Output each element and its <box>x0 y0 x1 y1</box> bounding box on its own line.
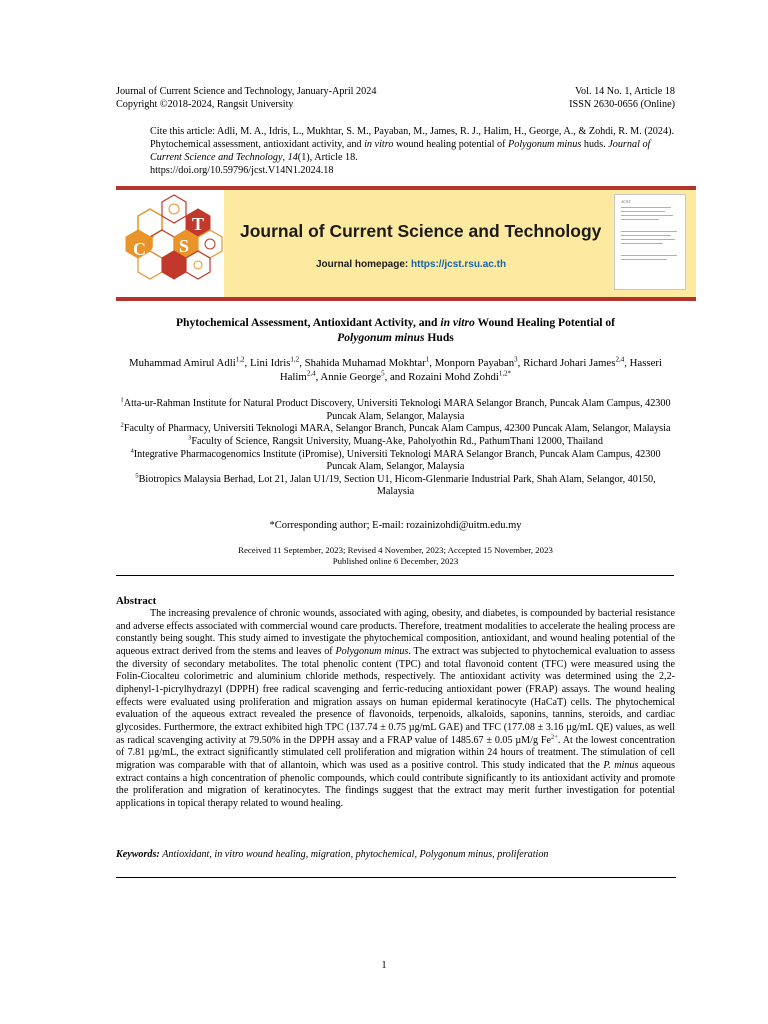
affiliation: $^3$Faculty of Science, Rangsit University, Muang-Ake, Paholyothin Rd., PathumThani 12000, Thailand <box>188 434 603 447</box>
author: Lini Idris$^{1,2}$, <box>249 355 305 369</box>
title-text: Phytochemical Assessment, Antioxidant Activity, and <box>175 316 441 329</box>
journal-logo <box>116 190 224 297</box>
affiliation: $^5$Biotropics Malaysia Berhad, Lot 21, Jalan U1/19, Section U1, Hicom-Glenmarie Industrial Park, Shah Alam, Selangor, 40150, Malaysia <box>135 472 656 498</box>
logo-letter-c: C <box>133 239 146 259</box>
affiliation: $^1$Atta-ur-Rahman Institute for Natural Product Discovery, Universiti Teknologi MARA Selangor Branch, Puncak Alam Campus, 42300 Puncak Alam, Selangor, Malaysia <box>120 396 671 422</box>
citation-text: wound healing potential of <box>393 138 509 150</box>
issn-line: ISSN 2630-0656 (Online) <box>569 98 675 110</box>
title-authority: Huds <box>424 331 454 345</box>
divider <box>116 877 676 878</box>
citation-italic: Polygonum minus <box>508 138 582 150</box>
citation-text: (1), Article 18. <box>297 151 358 163</box>
author: Shahida Muhamad Mokhtar$^1$, <box>304 355 435 369</box>
corresponding-author: *Corresponding author; E-mail: rozainizohdi@uitm.edu.my <box>269 520 522 531</box>
affiliation-list <box>116 398 675 499</box>
title-italic: in vitro <box>440 316 475 329</box>
affiliation: $^4$Integrative Pharmacogenomics Institute (iPromise), Universiti Teknologi MARA Selangor Branch, Puncak Alam Campus, 42300 Puncak Alam, Selangor, Malaysia <box>130 447 661 473</box>
running-header <box>116 86 675 112</box>
volume-line: Vol. 14 No. 1, Article 18 <box>575 86 675 97</box>
copyright-line: Copyright ©2018-2024, Rangsit University <box>116 98 294 110</box>
keywords-label: Keywords <box>116 849 157 860</box>
citation-italic: in vitro <box>364 138 394 150</box>
author-list <box>116 356 675 384</box>
divider <box>116 575 674 576</box>
citation-block <box>150 126 675 178</box>
author: Monporn Payaban$^3$, <box>434 355 524 369</box>
received-revised-accepted: Received 11 September, 2023; Revised 4 November, 2023; Accepted 15 November, 2023 <box>238 545 553 555</box>
article-dates <box>116 545 675 568</box>
citation-text: huds. <box>581 138 609 150</box>
citation-doi-link[interactable]: https://doi.org/10.59796/jcst.V14N1.2024.18 <box>150 164 334 176</box>
journal-cover-thumbnail <box>614 194 686 290</box>
cover-label: JCST <box>621 199 631 204</box>
citation-text: Cite this article: Adli, M. A., Idris, L., Mukhtar, S. M., Payaban, M., James, R. J., Halim, H., George, A., & Zohdi, R. M. (2024). Phytochemical assessment, antioxidant activity, and <box>150 126 675 150</box>
citation-italic: 14 <box>287 151 298 163</box>
citation-text: , <box>282 151 288 163</box>
author: Muhammad Amirul Adli$^{1,2}$, <box>128 355 250 369</box>
author: Rozaini Mohd Zohdi$^{1,2*}$ <box>408 369 512 384</box>
title-species: Polygonum minus <box>337 331 425 345</box>
banner-homepage <box>316 259 506 272</box>
title-text: Wound Healing Potential of <box>474 316 616 329</box>
homepage-link[interactable]: https://jcst.rsu.ac.th <box>411 259 507 270</box>
citation-italic: Journal of Current Science and Technology <box>150 138 651 163</box>
author: Annie George$^5$, and <box>320 369 409 384</box>
logo-letter-s: S <box>179 236 190 256</box>
homepage-label: Journal homepage: <box>316 259 409 270</box>
banner-journal-title: Journal of Current Science and Technology <box>240 221 602 241</box>
author: Hasseri Halim$^{2,4}$, <box>279 357 663 384</box>
abstract-heading: Abstract <box>116 595 157 607</box>
journal-issue-line: Journal of Current Science and Technology, January-April 2024 <box>116 86 377 97</box>
jcst-logo-icon <box>116 190 224 297</box>
author: Richard Johari James$^{2,4}$, <box>523 355 630 369</box>
journal-banner <box>116 186 696 301</box>
logo-letter-j: J <box>144 231 155 256</box>
page-number: 1 <box>381 960 387 971</box>
logo-letter-t: T <box>192 214 205 234</box>
keywords: Keywords: Antioxidant, in vitro wound healing, migration, phytochemical, Polygonum minus, proliferation <box>116 849 549 860</box>
keywords-text: Antioxidant, in vitro wound healing, migration, phytochemical, Polygonum minus, proliferation <box>162 849 549 860</box>
abstract-body: The increasing prevalence of chronic wounds, associated with aging, obesity, and diabetes, is compounded by bacterial resistance and adverse effects associated with commercial wound care products. Therefore, treatment modalities to accelerate the healing process are constantly being sought. This study aimed to investigate the phytochemical composition, antioxidant, and wound healing potential of the aqueous extract derived from the stems and leaves of Polygonum minus. The extract was subjected to phytochemical evaluation to assess the diversity of secondary metabolites. The total phenolic content (TPC) and total flavonoid content (TFC) were measured using the Folin-Ciocalteu colorimetric and aluminium chloride methods, respectively. The antioxidant activity was determined using the 2,2-diphenyl-1-picrylhydrazyl (DPPH) free radical scavenging and ferric-reducing antioxidant power (FRAP) assays. The wound healing effects were evaluated using proliferation and migration assays on human epidermal keratinocyte (HaCaT) cells. The phytochemical evaluation of the aqueous extract revealed the presence of flavonoids, terpenoids, alkaloids, saponins, tannins, steroids, and cardiac glycosides. Furthermore, the extract exhibited high TPC (137.74 ± 0.75 µg/mL GAE) and TFC (177.08 ± 3.16 µg/mL QE) values, as well as radical scavenging activity at 79.50% in the DPPH assay and a FRAP value of 1485.67 ± 0.05 µM/g $Fe^{2+}$. At the lowest concentration of 7.81 µg/mL, the extract significantly stimulated cell proliferation and migration within 24 hours of treatment. The stimulation of cell migration was comparable with that of allantoin, which was used as a positive control. This study indicated that the P. minus aqueous extract contains a high concentration of phenolic compounds, which could contribute significantly to its antioxidant activity and promote the proliferation and migration of keratinocytes. The findings suggest that the extract may merit further investigation for potential applications in topical therapy related to wound healing. <box>116 608 675 809</box>
affiliation: $^2$Faculty of Pharmacy, Universiti Teknologi MARA, Selangor Branch, Puncak Alam Campus, 42300 Puncak Alam, Selangor, Malaysia <box>120 421 671 435</box>
published-online: Published online 6 December, 2023 <box>332 556 459 567</box>
article-title <box>116 315 675 345</box>
